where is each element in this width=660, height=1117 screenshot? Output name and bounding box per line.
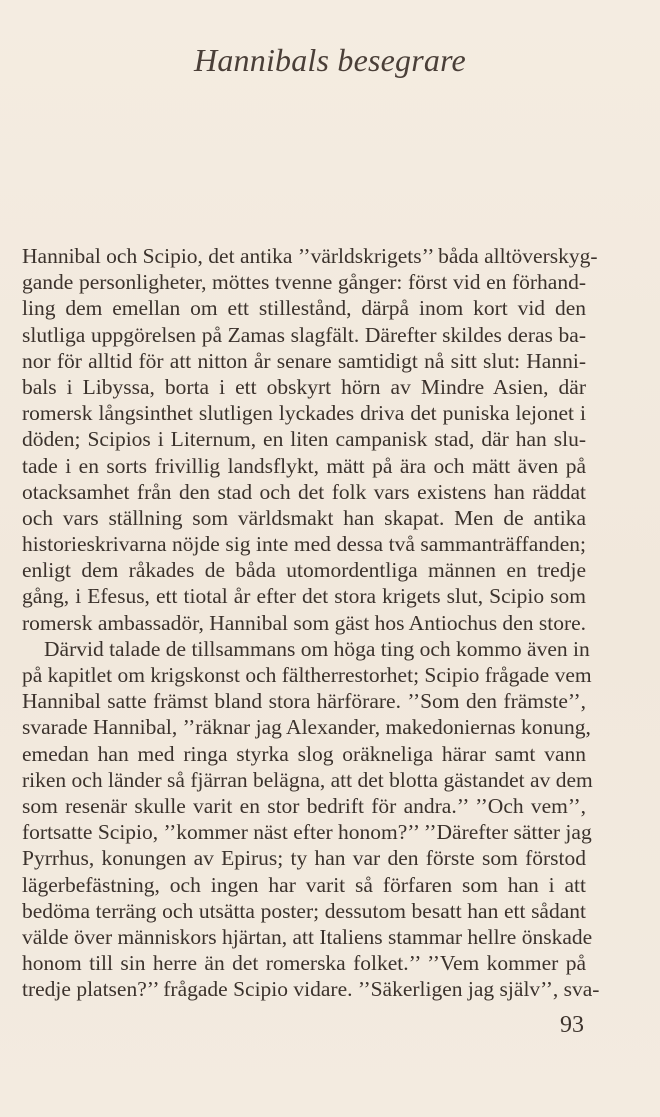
text-line: nor för alltid för att nitton år senare samtidigt nå sitt slut: Hanni-: [22, 348, 586, 373]
text-line: otacksamhet från den stad och det folk vars existens han räddat: [22, 479, 586, 504]
text-line: lägerbefästning, och ingen har varit så förfaren som han i att: [22, 872, 586, 897]
text-line: historieskrivarna nöjde sig inte med dessa två sammanträffanden;: [22, 532, 586, 557]
text-line: riken och länder så fjärran belägna, att det blotta gästandet av dem: [22, 767, 593, 792]
text-line: gång, i Efesus, ett tiotal år efter det stora krigets slut, Scipio som: [22, 584, 586, 609]
text-line: bedöma terräng och utsätta poster; dessutom besatt han ett sådant: [22, 898, 586, 923]
text-line: tredje platsen?’’ frågade Scipio vidare. ’’Säkerligen jag själv’’, sva-: [22, 977, 600, 1002]
text-line: bals i Libyssa, borta i ett obskyrt hörn av Mindre Asien, där: [22, 374, 586, 399]
text-line: Hannibal satte främst bland stora härförare. ’’Som den främste’’,: [22, 689, 586, 714]
text-line: emedan han med ringa styrka slog oräkneliga härar samt vann: [22, 741, 586, 766]
text-line: gande personligheter, möttes tvenne gånger: först vid en förhand-: [22, 270, 586, 295]
text-line: Därvid talade de tillsammans om höga ting och kommo även in: [44, 636, 590, 661]
text-line: ling dem emellan om ett stillestånd, därpå inom kort vid den: [22, 296, 586, 321]
text-line: romersk långsinthet slutligen lyckades driva det puniska lejonet i: [22, 401, 586, 426]
text-line: välde över människors hjärtan, att Italiens stammar hellre önskade: [22, 924, 593, 949]
paragraph-1: [22, 243, 598, 636]
text-line: Pyrrhus, konungen av Epirus; ty han var den förste som förstod: [22, 846, 586, 871]
text-line: honom till sin herre än det romerska folket.’’ ’’Vem kommer på: [22, 951, 586, 976]
page-number: 93: [560, 1012, 584, 1038]
text-line: döden; Scipios i Liternum, en liten campanisk stad, där han slu-: [22, 427, 586, 452]
text-line: fortsatte Scipio, ’’kommer näst efter honom?’’ ’’Därefter sätter jag: [22, 820, 592, 845]
text-line: romersk ambassadör, Hannibal som gäst hos Antiochus den store.: [22, 610, 587, 635]
text-line: Hannibal och Scipio, det antika ’’världskrigets’’ båda alltöverskyg-: [22, 244, 598, 268]
text-line: slutliga uppgörelsen på Zamas slagfält. Därefter skildes deras ba-: [22, 322, 586, 347]
body-text: [22, 243, 600, 1002]
text-line: svarade Hannibal, ’’räknar jag Alexander, makedoniernas konung,: [22, 715, 591, 740]
text-line: enligt dem råkades de båda utomordentliga männen en tredje: [22, 558, 586, 583]
text-line: på kapitlet om krigskonst och fältherrestorhet; Scipio frågade vem: [22, 663, 592, 687]
text-line: som resenär skulle varit en stor bedrift för andra.’’ ’’Och vem’’,: [22, 793, 586, 818]
paragraph-2: [22, 636, 600, 1003]
chapter-title: Hannibals besegrare: [194, 42, 466, 78]
text-line: tade i en sorts frivillig landsflykt, mätt på ära och mätt även på: [22, 453, 586, 478]
text-line: och vars ställning som världsmakt han skapat. Men de antika: [22, 505, 586, 530]
